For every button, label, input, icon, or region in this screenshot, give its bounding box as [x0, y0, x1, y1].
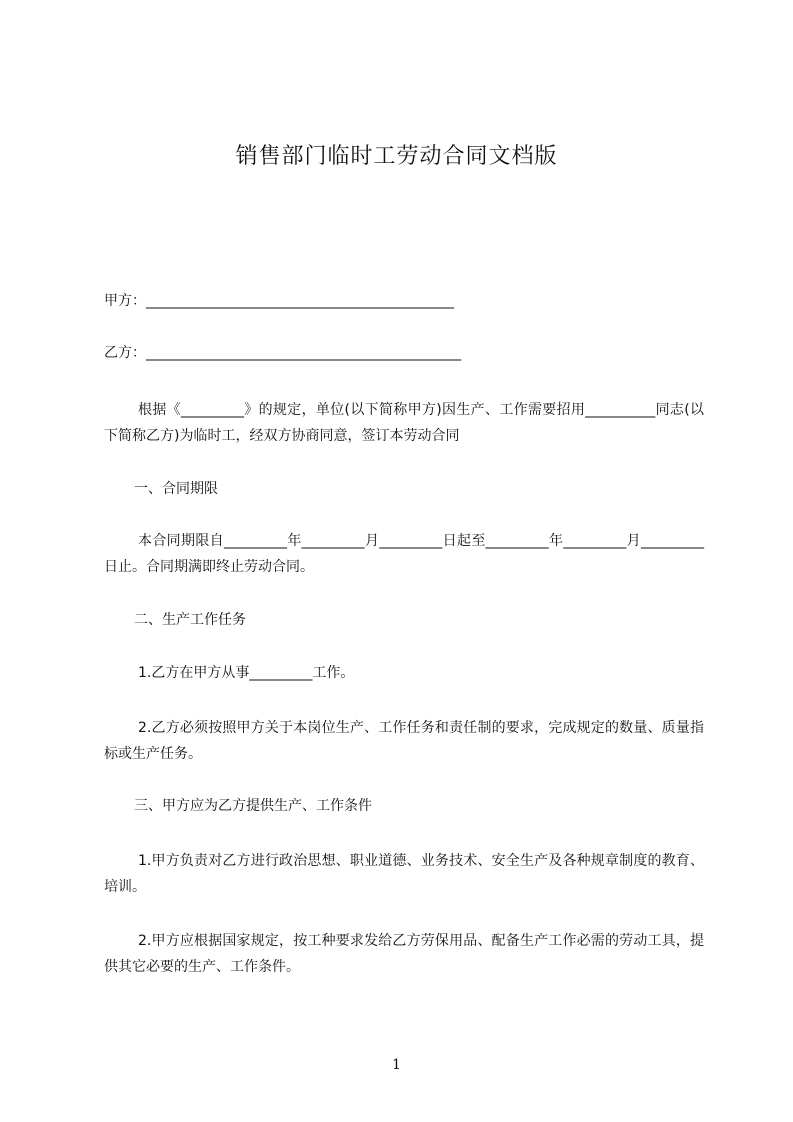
party-a-line: 甲方：____________________________________________: [104, 293, 454, 309]
intro-paragraph: 根据《_________》的规定，单位(以下简称甲方)因生产、工作需要招用__________同志(以下简称乙方)为临时工，经双方协商同意，签订本劳动合同: [104, 402, 704, 444]
section-1-text: 本合同期限自_________年_________月_________日起至_________年_________月_________日止。合同期满即终止劳动合同。: [104, 533, 704, 575]
section-2-item-2: 2.乙方必须按照甲方关于本岗位生产、工作任务和责任制的要求，完成规定的数量、质量指标或生产任务。: [104, 720, 704, 762]
section-2-heading: 二、生产工作任务: [134, 612, 246, 628]
document-title: 销售部门临时工劳动合同文档版: [235, 144, 558, 169]
page-number: 1: [392, 1057, 401, 1073]
section-1-heading: 一、合同期限: [134, 481, 218, 497]
party-b-line: 乙方：_____________________________________________: [104, 345, 461, 361]
section-3-heading: 三、甲方应为乙方提供生产、工作条件: [134, 798, 372, 814]
section-2-item-1: 1.乙方在甲方从事_________工作。: [138, 665, 355, 681]
section-3-item-1: 1.甲方负责对乙方进行政治思想、职业道德、业务技术、安全生产及各种规章制度的教育、培训。: [104, 853, 704, 895]
section-3-item-2: 2.甲方应根据国家规定，按工种要求发给乙方劳保用品、配备生产工作必需的劳动工具，提供其它必要的生产、工作条件。: [104, 933, 704, 975]
